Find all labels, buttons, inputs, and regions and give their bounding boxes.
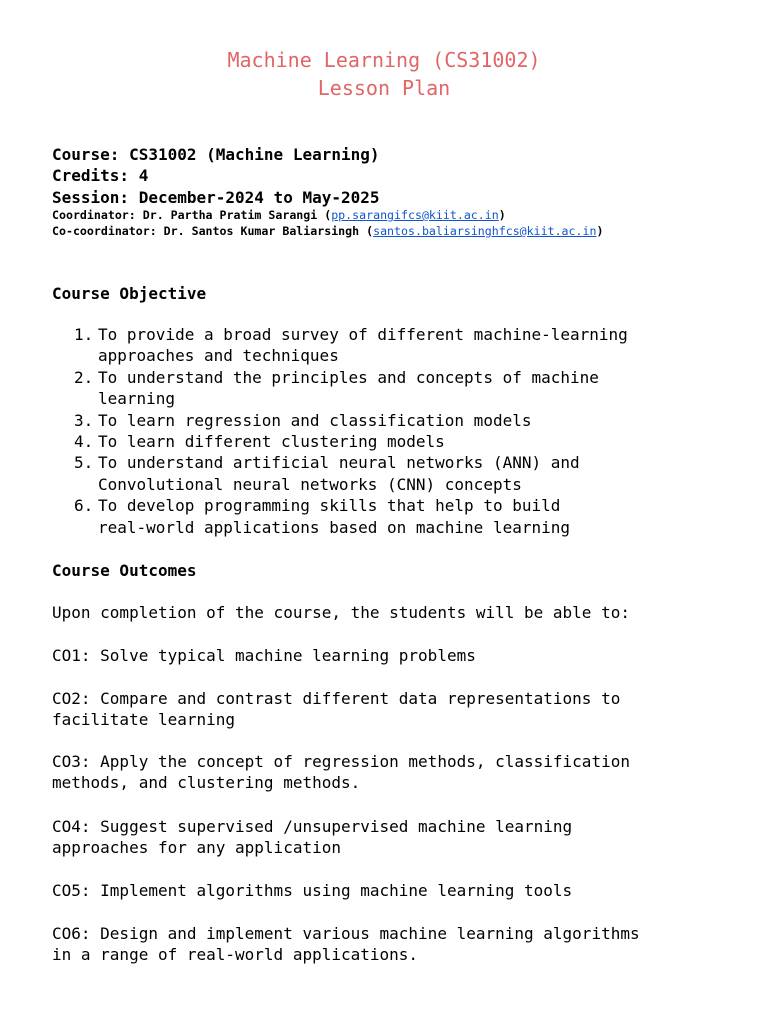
outcome-co1 bbox=[52, 645, 742, 666]
coordinator-label: Coordinator: Dr. Partha Pratim Sarangi ( bbox=[52, 208, 332, 222]
cocoordinator-email-link[interactable]: santos.baliarsinghfcs@kiit.ac.in bbox=[373, 224, 597, 238]
outcome-text: CO5: Implement algorithms using machine learning tools bbox=[52, 881, 573, 900]
outcome-co4 bbox=[52, 816, 742, 859]
outcome-text: facilitate learning bbox=[52, 710, 236, 730]
objective-item bbox=[52, 495, 732, 538]
objective-text: To learn regression and classification models bbox=[98, 410, 532, 430]
objective-text: To understand artificial neural networks (ANN) and bbox=[98, 453, 580, 473]
objective-number: 1. bbox=[74, 325, 94, 344]
objective-item bbox=[52, 452, 732, 495]
outcomes-intro-text: Upon completion of the course, the students will be able to: bbox=[52, 603, 630, 622]
objective-text: To understand the principles and concepts of machine bbox=[98, 367, 599, 387]
outcome-text: approaches for any application bbox=[52, 838, 341, 858]
outcome-co3 bbox=[52, 751, 742, 794]
outcomes-intro bbox=[52, 602, 742, 623]
objective-text: approaches and techniques bbox=[98, 346, 339, 366]
outcome-text: CO6: Design and implement various machine learning algorithms bbox=[52, 924, 640, 943]
outcomes-heading: Course Outcomes bbox=[52, 561, 197, 580]
outcome-co5 bbox=[52, 880, 742, 901]
objective-text: real-world applications based on machine learning bbox=[98, 517, 571, 537]
objective-item bbox=[52, 367, 732, 410]
document-subtitle: Lesson Plan bbox=[317, 76, 451, 100]
coordinator-email-link[interactable]: pp.sarangifcs@kiit.ac.in bbox=[331, 208, 499, 222]
objective-text: To learn different clustering models bbox=[98, 432, 445, 452]
course-info: Course: CS31002 (Machine Learning) bbox=[52, 145, 380, 164]
objective-number: 4. bbox=[74, 432, 94, 452]
credits-info: Credits: 4 bbox=[52, 166, 149, 185]
cocoordinator-close: ) bbox=[596, 224, 604, 238]
outcome-co2 bbox=[52, 688, 742, 731]
coordinator-line bbox=[52, 207, 506, 223]
objective-number: 3. bbox=[74, 410, 94, 430]
objective-item bbox=[52, 431, 732, 452]
objective-item bbox=[52, 410, 732, 431]
objective-number: 6. bbox=[74, 496, 94, 516]
outcome-co6 bbox=[52, 923, 742, 966]
objective-list bbox=[52, 324, 732, 538]
objective-text: Convolutional neural networks (CNN) concepts bbox=[98, 474, 522, 494]
objective-text: To develop programming skills that help to build bbox=[98, 496, 561, 516]
session-info: Session: December-2024 to May-2025 bbox=[52, 188, 380, 207]
objective-item bbox=[52, 324, 732, 367]
outcome-text: in a range of real-world applications. bbox=[52, 945, 419, 965]
outcome-text: CO1: Solve typical machine learning problems bbox=[52, 646, 476, 665]
outcome-text: CO2: Compare and contrast different data representations to bbox=[52, 689, 621, 708]
objective-text: To provide a broad survey of different machine-learning bbox=[98, 325, 628, 344]
cocoordinator-line bbox=[52, 223, 603, 239]
coordinator-close: ) bbox=[498, 208, 506, 222]
objective-number: 2. bbox=[74, 367, 94, 387]
objective-text: learning bbox=[98, 389, 176, 409]
cocoordinator-label: Co-coordinator: Dr. Santos Kumar Baliarsingh ( bbox=[52, 224, 374, 238]
objective-number: 5. bbox=[74, 453, 94, 473]
outcome-text: methods, and clustering methods. bbox=[52, 773, 361, 793]
document-title: Machine Learning (CS31002) bbox=[227, 48, 541, 72]
outcome-text: CO4: Suggest supervised /unsupervised machine learning bbox=[52, 817, 573, 836]
objective-heading: Course Objective bbox=[52, 284, 207, 303]
outcome-text: CO3: Apply the concept of regression methods, classification bbox=[52, 752, 630, 771]
